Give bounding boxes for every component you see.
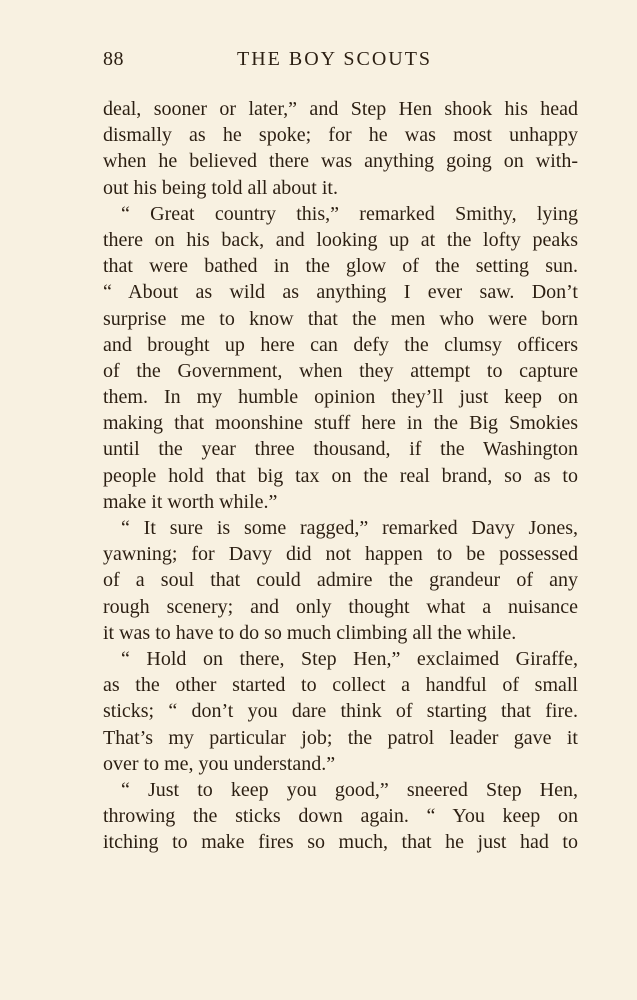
text-line: sticks; “ don’t you dare think of starting that fire. (103, 700, 578, 723)
text-line: over to me, you understand.” (103, 752, 336, 775)
text-line: making that moonshine stuff here in the Big Smokies (103, 412, 578, 435)
text-line: when he believed there was anything going on with- (103, 150, 578, 173)
text-line: “ Great country this,” remarked Smithy, lying (121, 202, 578, 225)
body-text (103, 96, 578, 855)
text-line: there on his back, and looking up at the lofty peaks (103, 228, 578, 251)
text-line: make it worth while.” (103, 490, 278, 513)
text-line: people hold that big tax on the real brand, so as to (103, 464, 578, 487)
text-line: as the other started to collect a handful of small (103, 674, 578, 697)
text-line: yawning; for Davy did not happen to be possessed (103, 543, 578, 566)
text-line: “ About as wild as anything I ever saw. Don’t (103, 281, 578, 304)
running-head: THE BOY SCOUTS (237, 48, 433, 70)
text-line: deal, sooner or later,” and Step Hen shook his head (103, 98, 578, 120)
page-number: 88 (103, 48, 124, 70)
text-line: throwing the sticks down again. “ You keep on (103, 805, 578, 828)
text-line: out his being told all about it. (103, 176, 338, 199)
page-header (103, 48, 578, 78)
text-line: and brought up here can defy the clumsy officers (103, 333, 578, 356)
text-line: until the year three thousand, if the Washington (103, 438, 578, 461)
text-line: of the Government, when they attempt to capture (103, 359, 578, 382)
text-line: them. In my humble opinion they’ll just keep on (103, 386, 578, 409)
text-line: surprise me to know that the men who were born (103, 307, 578, 330)
text-line: it was to have to do so much climbing all the while. (103, 621, 517, 644)
text-line: “ Hold on there, Step Hen,” exclaimed Giraffe, (121, 647, 578, 670)
text-line: dismally as he spoke; for he was most unhappy (103, 124, 578, 147)
text-line: That’s my particular job; the patrol leader gave it (103, 726, 578, 749)
text-line: “ Just to keep you good,” sneered Step Hen, (121, 778, 578, 801)
text-line: of a soul that could admire the grandeur of any (103, 569, 578, 592)
text-line: itching to make fires so much, that he just had to (103, 831, 578, 854)
text-line: “ It sure is some ragged,” remarked Davy Jones, (121, 517, 578, 539)
text-line: that were bathed in the glow of the setting sun. (103, 255, 578, 278)
text-line: rough scenery; and only thought what a nuisance (103, 595, 578, 618)
